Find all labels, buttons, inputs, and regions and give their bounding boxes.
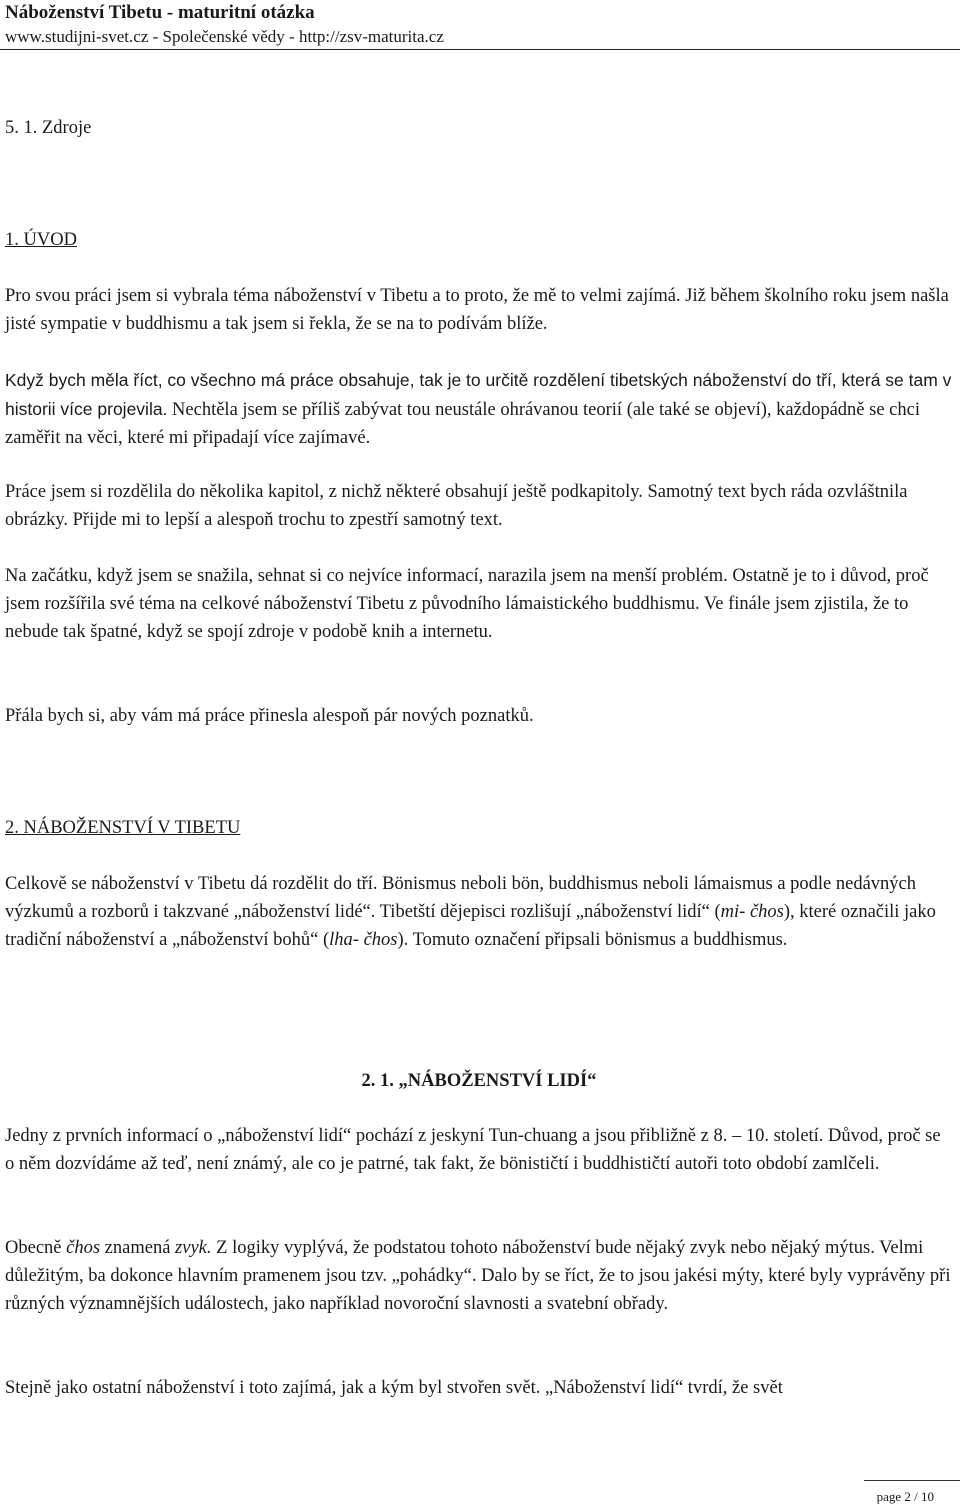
toc-item: 5. 1. Zdroje [5, 118, 92, 138]
lide-paragraph-2: Obecně čhos znamená zvyk. Z logiky vyplývá, že podstatou tohoto náboženství bude nějaký zvyk nebo nějaký mýtus. Velmi důležitým, ba dokonce hlavním pramenem jsou tzv. „pohádky“. Dalo by se říct, že to jsou jakési mýty, které byly vyprávěny při různých významnějších událostech, jako například novoroční slavnosti a svatební obřady. [5, 1238, 951, 1314]
page-header [5, 0, 955, 48]
section-heading-uvod: 1. ÚVOD [5, 230, 77, 250]
document-title: Náboženství Tibetu - maturitní otázka [5, 2, 315, 23]
section-heading-lide: 2. 1. „NÁBOŽENSTVÍ LIDÍ“ [361, 1071, 597, 1091]
footer-divider [864, 1480, 960, 1481]
document-subtitle: www.studijni-svet.cz - Společenské vědy - http://zsv-maturita.cz [5, 27, 444, 46]
uvod-paragraph-5: Přála bych si, aby vám má práce přinesla alespoň pár nových poznatků. [5, 706, 534, 726]
uvod-paragraph-3: Práce jsem si rozdělila do několika kapitol, z nichž některé obsahují ještě podkapitoly. Samotný text bych ráda ozvláštnila obrázky. Přijde mi to lepší a alespoň trochu to zpestří samotný text. [5, 482, 908, 530]
lide-paragraph-3: Stejně jako ostatní náboženství i toto zajímá, jak a kým byl stvořen svět. „Náboženství lidí“ tvrdí, že svět [5, 1378, 783, 1398]
page-number: page 2 / 10 [876, 1489, 934, 1504]
uvod-paragraph-2: Když bych měla říct, co všechno má práce obsahuje, tak je to určitě rozdělení tibetských náboženství do tří, která se tam v historii více projevila. Nechtěla jsem se příliš zabývat tou neustále ohrávanou teorií (ale také se objeví), každopádně se chci zaměřit na věci, které mi připadají více zajímavé. [5, 370, 952, 448]
header-divider [0, 49, 960, 50]
uvod-paragraph-4: Na začátku, když jsem se snažila, sehnat si co nejvíce informací, narazila jsem na menší problém. Ostatně je to i důvod, proč jsem rozšířila své téma na celkové náboženství Tibetu z původního lámaistického buddhismu. Ve finále jsem zjistila, že to nebude tak špatné, když se spojí zdroje v podobě knih a internetu. [5, 566, 929, 642]
uvod-paragraph-1: Pro svou práci jsem si vybrala téma náboženství v Tibetu a to proto, že mě to velmi zajímá. Již během školního roku jsem našla jisté sympatie v buddhismu a tak jsem si řekla, že se na to podívám blíže. [5, 286, 949, 334]
section-heading-tibet: 2. NÁBOŽENSTVÍ V TIBETU [5, 818, 241, 838]
tibet-paragraph-1: Celkově se náboženství v Tibetu dá rozdělit do tří. Bönismus neboli bön, buddhismus neboli lámaismus a podle nedávných výzkumů a rozborů i takzvané „náboženství lidé“. Tibetští dějepisci rozlišují „náboženství lidí“ (mi- čhos), které označili jako tradiční náboženství a „náboženství bohů“ (lha- čhos). Tomuto označení připsali bönismus a buddhismus. [5, 874, 936, 950]
lide-paragraph-1: Jedny z prvních informací o „náboženství lidí“ pochází z jeskyní Tun-chuang a jsou přibližně z 8. – 10. století. Důvod, proč se o něm dozvídáme až teď, není známý, ale co je patrné, tak fakt, že bönističtí i buddhističtí autoři toto období zamlčeli. [5, 1126, 941, 1174]
